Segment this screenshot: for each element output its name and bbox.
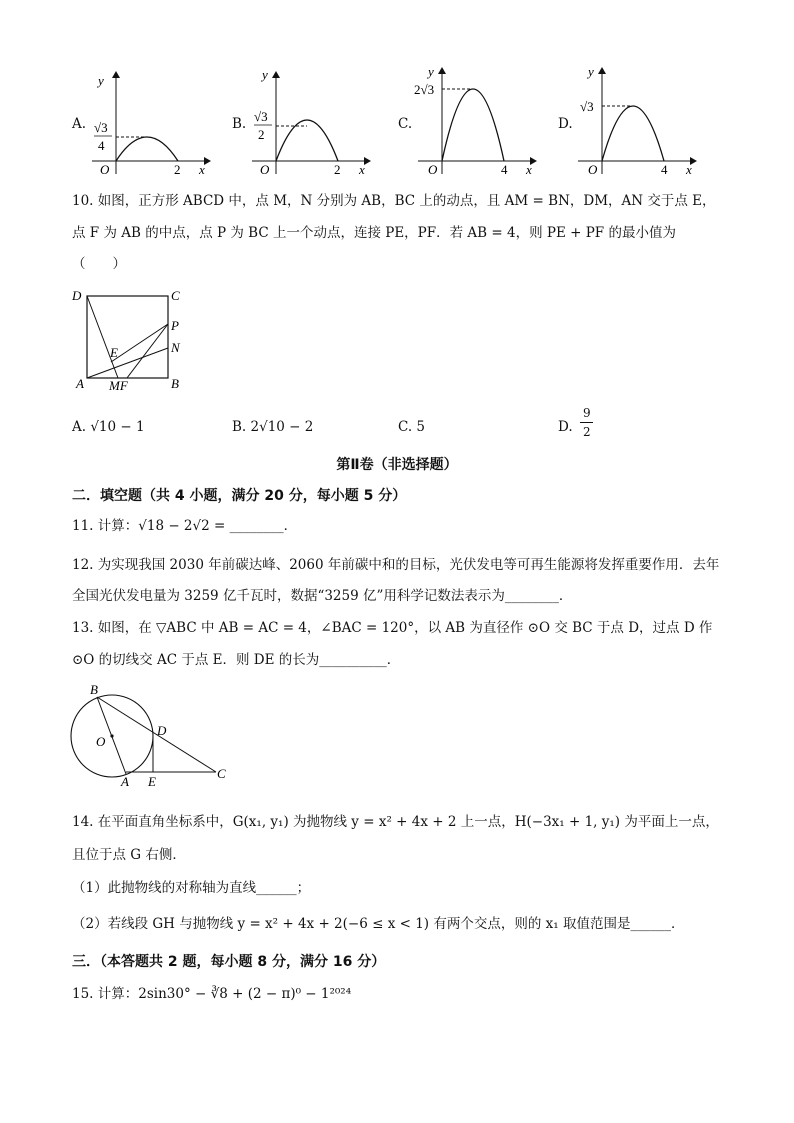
q12-line2: 全国光伏发电量为 3259 亿千瓦时，数据“3259 亿”用科学记数法表示为________． (72, 588, 573, 604)
q10-square-figure (68, 284, 198, 396)
option-d-graph (572, 62, 702, 179)
vertex-value: √3 (580, 99, 594, 114)
option-b-graph (246, 64, 376, 179)
x-end-label: 2 (174, 162, 181, 177)
vertex-value-num: √3 (254, 109, 268, 124)
q10-option-a: A. √10 − 1 (72, 419, 145, 435)
label-a: A (76, 376, 84, 391)
q10-option-c: C. 5 (398, 419, 426, 435)
y-axis-label: y (262, 67, 268, 82)
option-a-graph (86, 64, 216, 179)
q15: 15. 计算：2sin30° − ∛8 + (2 − π)⁰ − 1²⁰²⁴ (72, 986, 352, 1002)
q14-sub1: （1）此抛物线的对称轴为直线______； (72, 880, 311, 896)
part2-title: 第Ⅱ卷（非选择题） (336, 457, 458, 473)
option-c-letter: C. (398, 116, 413, 132)
vertex-value-den: 2 (258, 127, 265, 142)
vertex-value-num: √3 (94, 120, 108, 135)
y-axis-label: y (428, 64, 434, 79)
x-end-label: 4 (501, 162, 508, 177)
q10-option-d-num: 9 (583, 406, 591, 420)
x-end-label: 2 (334, 162, 341, 177)
q10-option-d-den: 2 (583, 425, 591, 439)
label-e: E (110, 345, 118, 360)
q13-circle-figure (64, 678, 240, 790)
x-axis-label: x (686, 162, 692, 177)
section2-heading: 二．填空题（共 4 小题，满分 20 分，每小题 5 分） (72, 488, 407, 504)
origin-label: O (428, 162, 438, 177)
q12-line1: 12. 为实现我国 2030 年前碳达峰、2060 年前碳中和的目标，光伏发电等可再生能源将发挥重要作用．去年 (72, 557, 720, 573)
option-c-graph (412, 62, 542, 179)
vertex-value: 2√3 (414, 82, 435, 97)
q10-option-d: D. (558, 419, 573, 435)
option-a-letter: A. (72, 116, 87, 132)
label-c: C (171, 288, 180, 303)
origin-label: O (100, 162, 110, 177)
label-d: D (157, 723, 167, 738)
q10-option-b: B. 2√10 − 2 (232, 419, 314, 435)
x-axis-label: x (199, 162, 205, 177)
y-axis-label: y (98, 73, 104, 88)
option-d-letter: D. (558, 116, 573, 132)
q14-sub2: （2）若线段 GH 与抛物线 y = x² + 4x + 2(−6 ≤ x < 1) 有两个交点，则的 x₁ 取值范围是______． (72, 916, 685, 932)
origin-label: O (260, 162, 270, 177)
q10-line2: 点 F 为 AB 的中点，点 P 为 BC 上一个动点，连接 PE，PF．若 AB = 4，则 PE + PF 的最小值为 (72, 225, 676, 241)
label-b: B (171, 376, 179, 391)
x-axis-label: x (526, 162, 532, 177)
vertex-value-den: 4 (98, 138, 105, 153)
option-b-letter: B. (232, 116, 247, 132)
label-c: C (217, 766, 226, 781)
q11: 11. 计算：√18 − 2√2 = ________． (72, 518, 298, 534)
label-mf: MF (109, 378, 128, 393)
label-b: B (90, 682, 98, 697)
q10-line1: 10. 如图，正方形 ABCD 中，点 M，N 分别为 AB，BC 上的动点，且 AM = BN，DM，AN 交于点 E， (72, 193, 716, 209)
x-axis-label: x (359, 162, 365, 177)
fraction-bar (580, 422, 593, 423)
origin-label: O (588, 162, 598, 177)
q14-line2: 且位于点 G 右侧． (72, 847, 186, 863)
x-end-label: 4 (661, 162, 668, 177)
label-n: N (171, 340, 180, 355)
q14-line1: 14. 在平面直角坐标系中，G(x₁, y₁) 为抛物线 y = x² + 4x + 2 上一点，H(−3x₁ + 1, y₁) 为平面上一点， (72, 814, 719, 830)
q13-line2: ⊙O 的切线交 AC 于点 E．则 DE 的长为__________． (72, 652, 401, 668)
section3-heading: 三．（本答题共 2 题，每小题 8 分，满分 16 分） (72, 954, 386, 970)
q10-answer-blank: （ ） (72, 256, 126, 272)
label-e: E (148, 774, 156, 789)
label-d: D (72, 288, 82, 303)
label-p: P (171, 318, 179, 333)
q13-line1: 13. 如图，在 ▽ABC 中 AB = AC = 4，∠BAC = 120°，以 AB 为直径作 ⊙O 交 BC 于点 D，过点 D 作 (72, 620, 713, 636)
label-o: O (96, 734, 106, 749)
label-a: A (121, 774, 129, 789)
y-axis-label: y (588, 64, 594, 79)
